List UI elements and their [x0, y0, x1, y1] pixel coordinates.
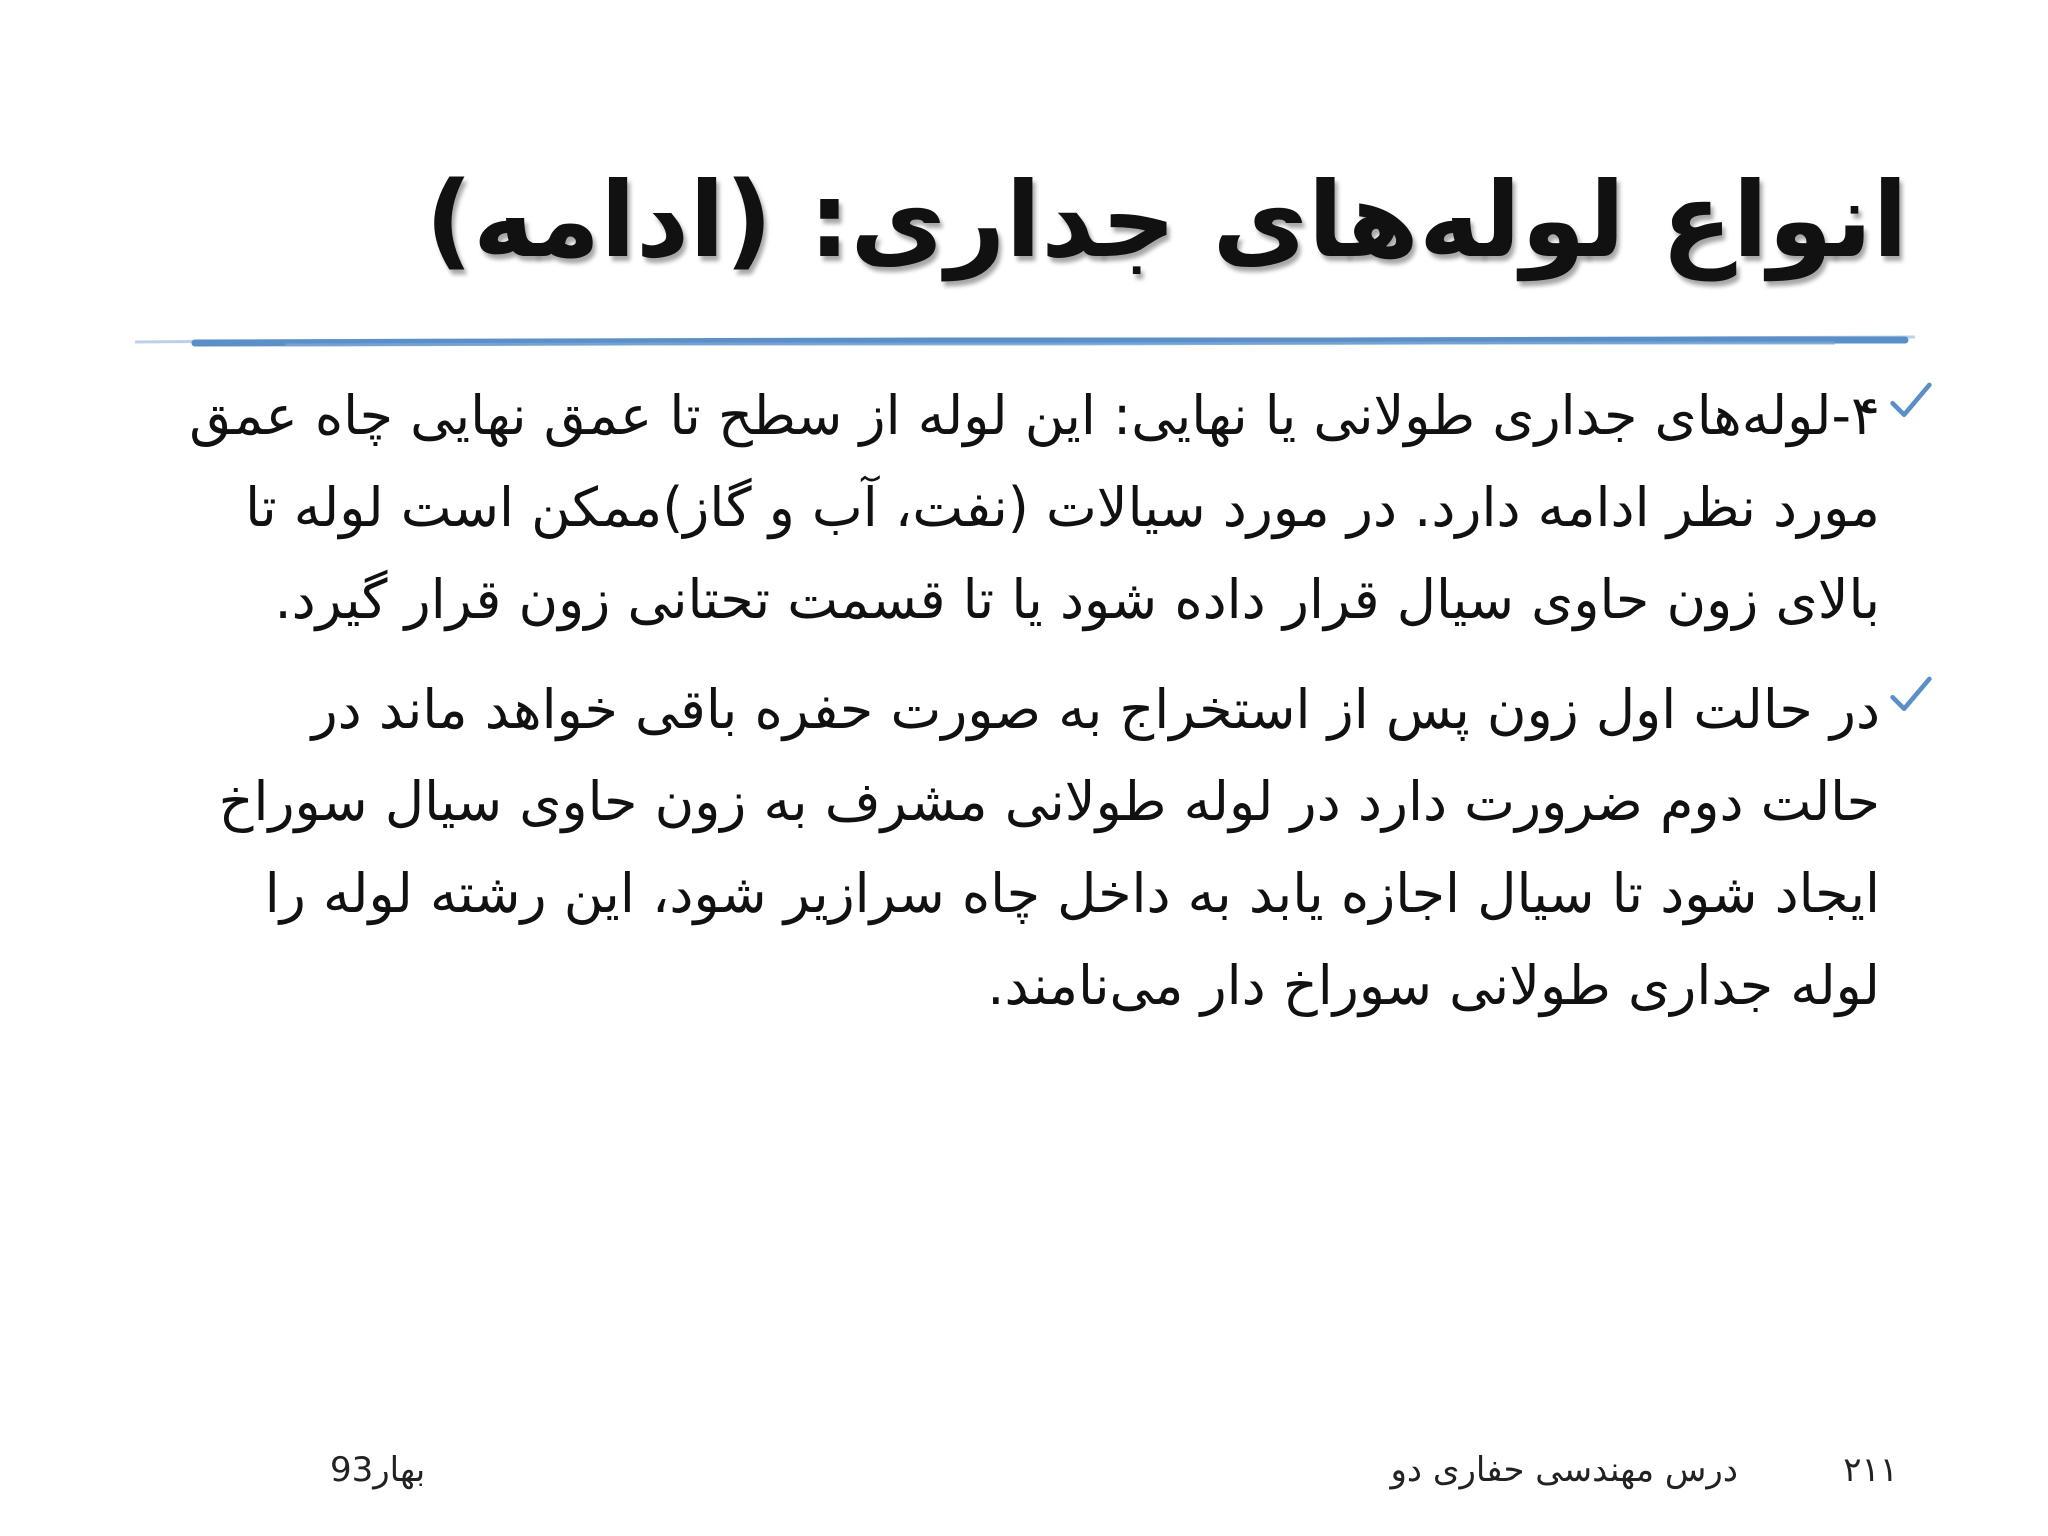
checkmark-icon	[1888, 672, 1934, 718]
page-number: ۲۱۱	[1843, 1450, 1898, 1490]
bullet-text: در حالت اول زون پس از استخراج به صورت حفره باقی خواهد ماند در حالت دوم ضرورت دارد در لوله طولانی مشرف به زون حاوی سیال سوراخ ایجاد شود تا سیال اجازه یابد به داخل چاه سرازیر شود، این رشته لوله را لوله جداری طولانی سوراخ دار می‌نامند.	[218, 678, 1880, 1017]
bullet-item	[188, 664, 1908, 1032]
checkmark-icon	[1888, 378, 1934, 424]
bullet-list	[188, 370, 1908, 1050]
bullet-text: ۴-لوله‌های جداری طولانی یا نهایی: این لوله از سطح تا عمق نهایی چاه عمق مورد نظر ادامه دارد. در مورد سیالات (نفت، آب و گاز)ممکن است لوله تا بالای زون حاوی سیال قرار داده شود یا تا قسمت تحتانی زون قرار گیرد.	[189, 384, 1880, 631]
slide-title: انواع لوله‌های جداری: (ادامه)	[425, 159, 1908, 281]
course-name: درس مهندسی حفاری دو	[1390, 1450, 1738, 1490]
semester-label: بهار93	[330, 1450, 426, 1490]
bullet-item	[188, 370, 1908, 646]
title-divider	[135, 332, 1915, 350]
